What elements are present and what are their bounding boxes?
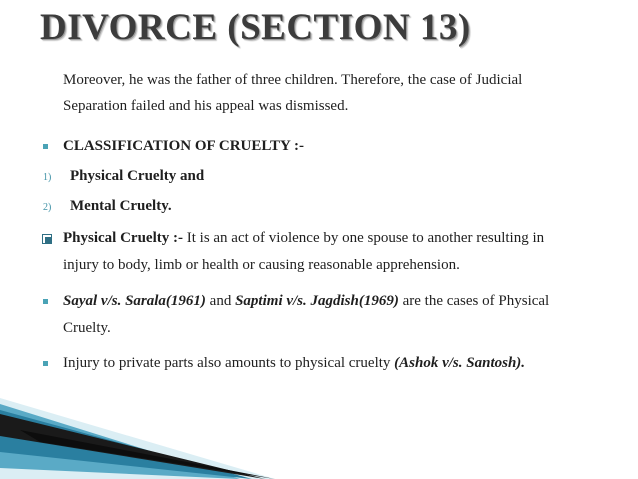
cases-line <box>63 292 549 310</box>
checkbox-bullet-icon <box>42 234 52 244</box>
list-number-2: 2) <box>43 202 52 213</box>
case-ashok: (Ashok v/s. Santosh). <box>394 355 526 371</box>
injury-line <box>63 354 525 372</box>
square-bullet-icon <box>43 361 48 366</box>
cases-tail: are the cases of Physical <box>398 293 550 309</box>
classification-heading: CLASSIFICATION OF CRUELTY :- <box>63 138 305 154</box>
physical-cruelty-term: Physical Cruelty :- <box>63 230 183 246</box>
intro-line-1: Moreover, he was the father of three children. Therefore, the case of Judicial <box>63 72 523 88</box>
physical-cruelty-definition <box>63 229 544 247</box>
list-item-physical: Physical Cruelty and <box>70 168 205 184</box>
cases-and: and <box>205 293 236 309</box>
physical-cruelty-definition-line-2: injury to body, limb or health or causing reasonable apprehension. <box>63 257 460 273</box>
definition-text: It is an act of violence by one spouse to another resulting in <box>182 230 545 246</box>
case-sayal: Sayal v/s. Sarala(1961) <box>63 293 206 309</box>
intro-line-2: Separation failed and his appeal was dismissed. <box>63 98 349 114</box>
case-saptimi: Saptimi v/s. Jagdish(1969) <box>235 293 399 309</box>
cases-line-2: Cruelty. <box>63 320 111 336</box>
square-bullet-icon <box>43 299 48 304</box>
slide-title: DIVORCE (SECTION 13) <box>40 7 471 48</box>
list-number-1: 1) <box>43 172 52 183</box>
square-bullet-icon <box>43 144 48 149</box>
list-item-mental: Mental Cruelty. <box>70 198 172 214</box>
injury-text: Injury to private parts also amounts to physical cruelty <box>63 355 395 371</box>
